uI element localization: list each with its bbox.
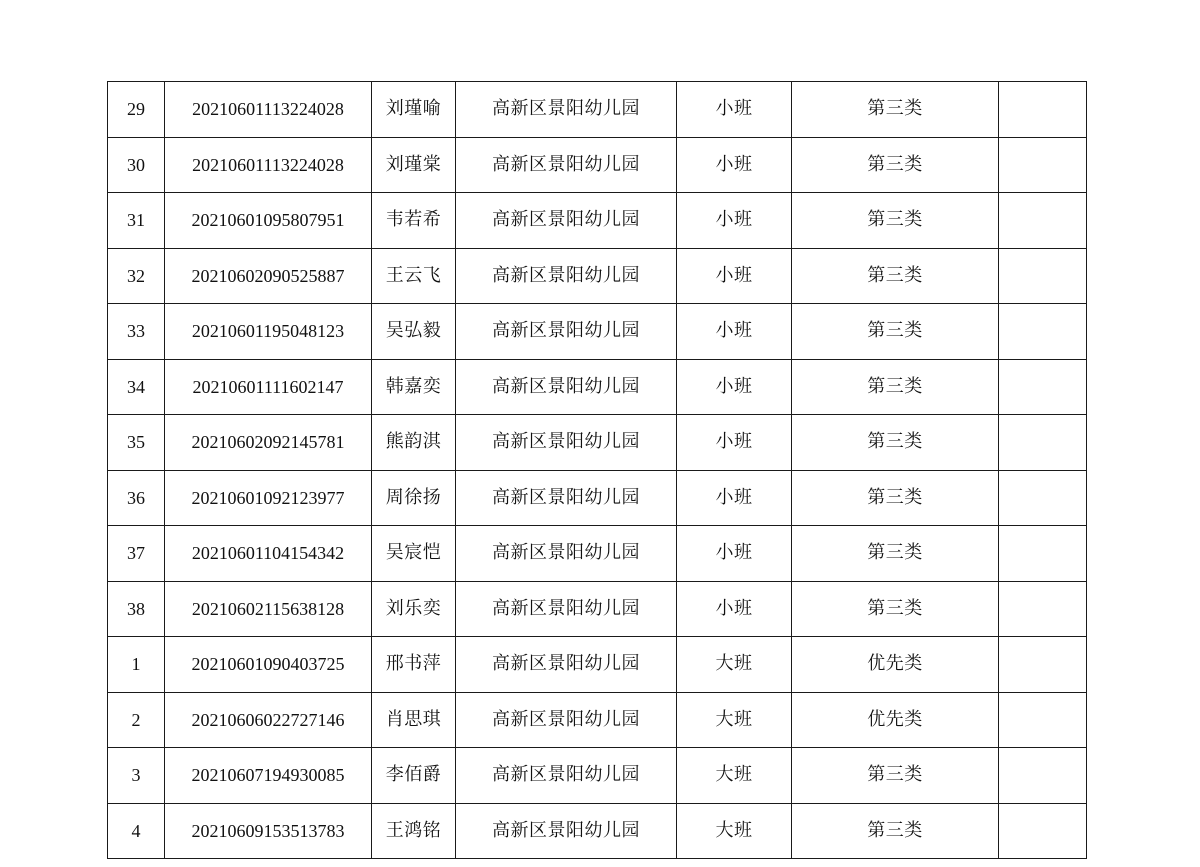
table-row	[108, 470, 1087, 526]
class-level: 小班	[677, 82, 792, 138]
table-row	[108, 637, 1087, 693]
child-name: 吴宸恺	[372, 526, 456, 582]
application-id: 20210601111602147	[165, 359, 372, 415]
application-id: 20210602090525887	[165, 248, 372, 304]
child-name: 刘瑾喻	[372, 82, 456, 138]
kindergarten-name: 高新区景阳幼儿园	[456, 137, 677, 193]
admission-category: 优先类	[792, 637, 999, 693]
application-id: 20210609153513783	[165, 803, 372, 859]
row-number: 29	[108, 82, 165, 138]
application-id: 20210601195048123	[165, 304, 372, 360]
kindergarten-name: 高新区景阳幼儿园	[456, 748, 677, 804]
kindergarten-name: 高新区景阳幼儿园	[456, 415, 677, 471]
kindergarten-name: 高新区景阳幼儿园	[456, 692, 677, 748]
table-row	[108, 137, 1087, 193]
child-name: 周徐扬	[372, 470, 456, 526]
kindergarten-name: 高新区景阳幼儿园	[456, 803, 677, 859]
admission-category: 第三类	[792, 803, 999, 859]
admission-category: 第三类	[792, 304, 999, 360]
kindergarten-name: 高新区景阳幼儿园	[456, 304, 677, 360]
table-row	[108, 692, 1087, 748]
class-level: 小班	[677, 526, 792, 582]
row-number: 31	[108, 193, 165, 249]
enrollment-table	[107, 81, 1087, 859]
child-name: 王云飞	[372, 248, 456, 304]
class-level: 小班	[677, 581, 792, 637]
class-level: 小班	[677, 470, 792, 526]
remark-cell	[999, 137, 1087, 193]
table-row	[108, 581, 1087, 637]
child-name: 韩嘉奕	[372, 359, 456, 415]
child-name: 王鸿铭	[372, 803, 456, 859]
application-id: 20210606022727146	[165, 692, 372, 748]
application-id: 20210602115638128	[165, 581, 372, 637]
table-row	[108, 748, 1087, 804]
row-number: 34	[108, 359, 165, 415]
admission-category: 第三类	[792, 359, 999, 415]
row-number: 35	[108, 415, 165, 471]
row-number: 36	[108, 470, 165, 526]
child-name: 韦若希	[372, 193, 456, 249]
admission-category: 第三类	[792, 581, 999, 637]
row-number: 33	[108, 304, 165, 360]
kindergarten-name: 高新区景阳幼儿园	[456, 470, 677, 526]
application-id: 20210601090403725	[165, 637, 372, 693]
admission-category: 第三类	[792, 526, 999, 582]
kindergarten-name: 高新区景阳幼儿园	[456, 526, 677, 582]
remark-cell	[999, 248, 1087, 304]
kindergarten-name: 高新区景阳幼儿园	[456, 637, 677, 693]
application-id: 20210601095807951	[165, 193, 372, 249]
table-row	[108, 803, 1087, 859]
application-id: 20210601113224028	[165, 82, 372, 138]
child-name: 熊韵淇	[372, 415, 456, 471]
table-row	[108, 304, 1087, 360]
class-level: 小班	[677, 248, 792, 304]
remark-cell	[999, 526, 1087, 582]
remark-cell	[999, 82, 1087, 138]
class-level: 小班	[677, 137, 792, 193]
admission-category: 第三类	[792, 248, 999, 304]
remark-cell	[999, 692, 1087, 748]
admission-category: 第三类	[792, 470, 999, 526]
application-id: 20210601113224028	[165, 137, 372, 193]
remark-cell	[999, 359, 1087, 415]
kindergarten-name: 高新区景阳幼儿园	[456, 82, 677, 138]
remark-cell	[999, 803, 1087, 859]
application-id: 20210607194930085	[165, 748, 372, 804]
class-level: 小班	[677, 415, 792, 471]
remark-cell	[999, 304, 1087, 360]
row-number: 37	[108, 526, 165, 582]
table-row	[108, 359, 1087, 415]
table-row	[108, 526, 1087, 582]
kindergarten-name: 高新区景阳幼儿园	[456, 193, 677, 249]
admission-category: 第三类	[792, 193, 999, 249]
row-number: 3	[108, 748, 165, 804]
admission-category: 第三类	[792, 82, 999, 138]
table-row	[108, 248, 1087, 304]
class-level: 大班	[677, 748, 792, 804]
class-level: 大班	[677, 803, 792, 859]
row-number: 2	[108, 692, 165, 748]
admission-category: 第三类	[792, 137, 999, 193]
class-level: 小班	[677, 193, 792, 249]
child-name: 刘乐奕	[372, 581, 456, 637]
remark-cell	[999, 470, 1087, 526]
child-name: 刘瑾棠	[372, 137, 456, 193]
row-number: 1	[108, 637, 165, 693]
class-level: 小班	[677, 304, 792, 360]
row-number: 38	[108, 581, 165, 637]
admission-category: 第三类	[792, 415, 999, 471]
class-level: 小班	[677, 359, 792, 415]
row-number: 4	[108, 803, 165, 859]
remark-cell	[999, 748, 1087, 804]
admission-category: 第三类	[792, 748, 999, 804]
child-name: 李佰爵	[372, 748, 456, 804]
remark-cell	[999, 581, 1087, 637]
kindergarten-name: 高新区景阳幼儿园	[456, 581, 677, 637]
remark-cell	[999, 193, 1087, 249]
child-name: 邢书萍	[372, 637, 456, 693]
child-name: 肖思琪	[372, 692, 456, 748]
table-row	[108, 193, 1087, 249]
child-name: 吴弘毅	[372, 304, 456, 360]
kindergarten-name: 高新区景阳幼儿园	[456, 359, 677, 415]
application-id: 20210601092123977	[165, 470, 372, 526]
remark-cell	[999, 415, 1087, 471]
application-id: 20210601104154342	[165, 526, 372, 582]
class-level: 大班	[677, 692, 792, 748]
admission-category: 优先类	[792, 692, 999, 748]
class-level: 大班	[677, 637, 792, 693]
remark-cell	[999, 637, 1087, 693]
row-number: 30	[108, 137, 165, 193]
table-body	[108, 82, 1087, 859]
row-number: 32	[108, 248, 165, 304]
table-row	[108, 415, 1087, 471]
table-row	[108, 82, 1087, 138]
application-id: 20210602092145781	[165, 415, 372, 471]
kindergarten-name: 高新区景阳幼儿园	[456, 248, 677, 304]
